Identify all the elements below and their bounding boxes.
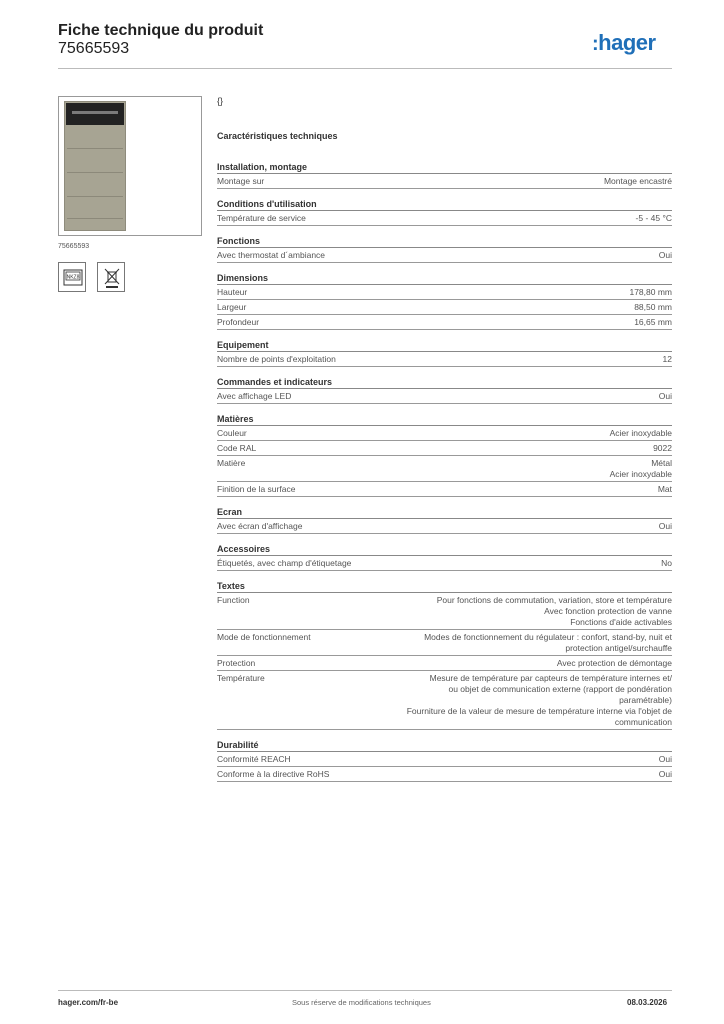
- spec-row: [217, 519, 672, 534]
- section-title: Textes: [217, 580, 672, 593]
- spec-label: Profondeur: [217, 317, 260, 327]
- spec-row: [217, 389, 672, 404]
- placeholder-braces: {}: [217, 96, 224, 106]
- spec-section: [217, 272, 672, 330]
- spec-row: [217, 630, 672, 656]
- spec-value: [255, 658, 672, 669]
- spec-label: Protection: [217, 658, 256, 668]
- section-title: Dimensions: [217, 272, 672, 285]
- spec-value: [295, 484, 672, 495]
- weee-crossed-bin-icon: [97, 262, 125, 292]
- image-caption: 75665593: [58, 243, 90, 250]
- spec-value: [325, 250, 672, 261]
- spec-value-line: Fonctions d'aide activables: [570, 617, 672, 627]
- spec-row: [217, 248, 672, 263]
- spec-row: [217, 426, 672, 441]
- spec-section: [217, 198, 672, 226]
- spec-value: [329, 769, 672, 780]
- spec-section: [217, 376, 672, 404]
- spec-value-line: Modes de fonctionnement du régulateur : confort, stand-by, nuit et: [424, 632, 672, 642]
- spec-value-line: Montage encastré: [603, 176, 672, 186]
- spec-row: [217, 174, 672, 189]
- spec-value: [256, 443, 672, 454]
- spec-section: [217, 339, 672, 367]
- spec-label: Function: [217, 595, 250, 605]
- spec-section: [217, 413, 672, 497]
- spec-section: [217, 739, 672, 782]
- spec-value-line: Pour fonctions de commutation, variation, store et température: [436, 595, 672, 605]
- spec-value-line: Fourniture de la valeur de mesure de température interne via l'objet de: [406, 706, 672, 716]
- spec-value: [259, 317, 672, 328]
- spec-sections: [217, 161, 672, 782]
- spec-label: Avec affichage LED: [217, 391, 292, 401]
- spec-value: [291, 754, 672, 765]
- technical-specs: [217, 130, 672, 782]
- spec-value-line: Oui: [658, 250, 672, 260]
- spec-value-line: -5 - 45 °C: [635, 213, 672, 223]
- spec-value-line: communication: [614, 717, 672, 727]
- section-title: Durabilité: [217, 739, 672, 752]
- section-title: Conditions d'utilisation: [217, 198, 672, 211]
- section-title: Matières: [217, 413, 672, 426]
- page-title: Fiche technique du produit: [58, 22, 264, 39]
- spec-value-line: 178,80 mm: [629, 287, 672, 297]
- spec-value-line: Oui: [658, 391, 672, 401]
- spec-value: [311, 632, 672, 654]
- section-title: Installation, montage: [217, 161, 672, 174]
- spec-value: [265, 673, 672, 728]
- spec-row: [217, 752, 672, 767]
- spec-row: [217, 285, 672, 300]
- spec-row: [217, 556, 672, 571]
- spec-value: [291, 391, 672, 402]
- spec-value-line: 12: [662, 354, 672, 364]
- spec-row: [217, 656, 672, 671]
- spec-section: [217, 235, 672, 263]
- spec-label: Mode de fonctionnement: [217, 632, 311, 642]
- spec-value-line: 88,50 mm: [634, 302, 672, 312]
- spec-value: [306, 213, 672, 224]
- kaz-label: NKZ8: [66, 274, 80, 281]
- spec-row: [217, 315, 672, 330]
- section-title: Equipement: [217, 339, 672, 352]
- spec-row: [217, 441, 672, 456]
- spec-row: [217, 211, 672, 226]
- spec-row: [217, 482, 672, 497]
- logo-text: hager: [598, 30, 656, 55]
- spec-value: [336, 354, 672, 365]
- spec-value-line: Métal: [651, 458, 672, 468]
- device-display: [66, 103, 124, 125]
- header-divider: [58, 68, 672, 69]
- spec-label: Code RAL: [217, 443, 257, 453]
- spec-value: [246, 302, 672, 313]
- spec-value: [247, 287, 672, 298]
- spec-value-line: Mat: [657, 484, 672, 494]
- spec-label: Hauteur: [217, 287, 248, 297]
- spec-label: Température: [217, 673, 265, 683]
- kaz-certification-icon: [58, 262, 86, 292]
- spec-value-line: Oui: [658, 754, 672, 764]
- specs-title: Caractéristiques techniques: [217, 131, 338, 141]
- product-image: [58, 96, 202, 236]
- spec-value-line: Avec protection de démontage: [556, 658, 672, 668]
- footer-disclaimer: Sous réserve de modifications techniques: [292, 998, 431, 1007]
- spec-value-line: Oui: [658, 769, 672, 779]
- section-title: Accessoires: [217, 543, 672, 556]
- spec-value-line: Acier inoxydable: [609, 428, 672, 438]
- spec-label: Couleur: [217, 428, 247, 438]
- spec-section: [217, 543, 672, 571]
- spec-value-line: Mesure de température par capteurs de température internes et/: [429, 673, 672, 683]
- section-title: Commandes et indicateurs: [217, 376, 672, 389]
- spec-value: [247, 428, 672, 439]
- product-number: 75665593: [58, 40, 130, 57]
- logo-dots: :: [592, 33, 599, 55]
- spec-value-line: ou objet de communication externe (rapport de pondération: [448, 684, 672, 694]
- spec-row: [217, 300, 672, 315]
- spec-row: [217, 456, 672, 482]
- spec-value-line: 9022: [653, 443, 672, 453]
- spec-value-line: No: [661, 558, 672, 568]
- room-controller-device: [64, 101, 126, 231]
- spec-section: [217, 506, 672, 534]
- spec-label: Étiquetés, avec champ d'étiquetage: [217, 558, 352, 568]
- spec-label: Nombre de points d'exploitation: [217, 354, 336, 364]
- spec-label: Montage sur: [217, 176, 265, 186]
- spec-value-line: Oui: [658, 521, 672, 531]
- footer-date: 08.03.2026: [627, 998, 668, 1007]
- spec-value: [351, 558, 672, 569]
- spec-value: [302, 521, 672, 532]
- footer-website[interactable]: hager.com/fr-be: [58, 998, 119, 1007]
- spec-label: Température de service: [217, 213, 306, 223]
- spec-label: Conforme à la directive RoHS: [217, 769, 330, 779]
- footer-divider: [58, 990, 672, 991]
- spec-label: Matière: [217, 458, 246, 468]
- spec-label: Avec écran d'affichage: [217, 521, 303, 531]
- spec-value: [250, 595, 672, 628]
- spec-value: [264, 176, 672, 187]
- spec-value-line: 16,65 mm: [634, 317, 672, 327]
- spec-value-line: protection antigel/surchauffe: [565, 643, 672, 653]
- section-title: Fonctions: [217, 235, 672, 248]
- spec-label: Largeur: [217, 302, 247, 312]
- spec-section: [217, 580, 672, 730]
- spec-label: Finition de la surface: [217, 484, 296, 494]
- spec-value-line: Avec fonction protection de vanne: [544, 606, 672, 616]
- spec-row: [217, 671, 672, 730]
- spec-row: [217, 352, 672, 367]
- spec-value: [245, 458, 672, 480]
- spec-row: [217, 767, 672, 782]
- spec-value-line: paramétrable): [619, 695, 672, 705]
- hager-logo: [592, 30, 656, 56]
- spec-row: [217, 593, 672, 630]
- spec-label: Conformité REACH: [217, 754, 291, 764]
- section-title: Ecran: [217, 506, 672, 519]
- spec-label: Avec thermostat d´ambiance: [217, 250, 326, 260]
- spec-value-line: Acier inoxydable: [609, 469, 672, 479]
- spec-section: [217, 161, 672, 189]
